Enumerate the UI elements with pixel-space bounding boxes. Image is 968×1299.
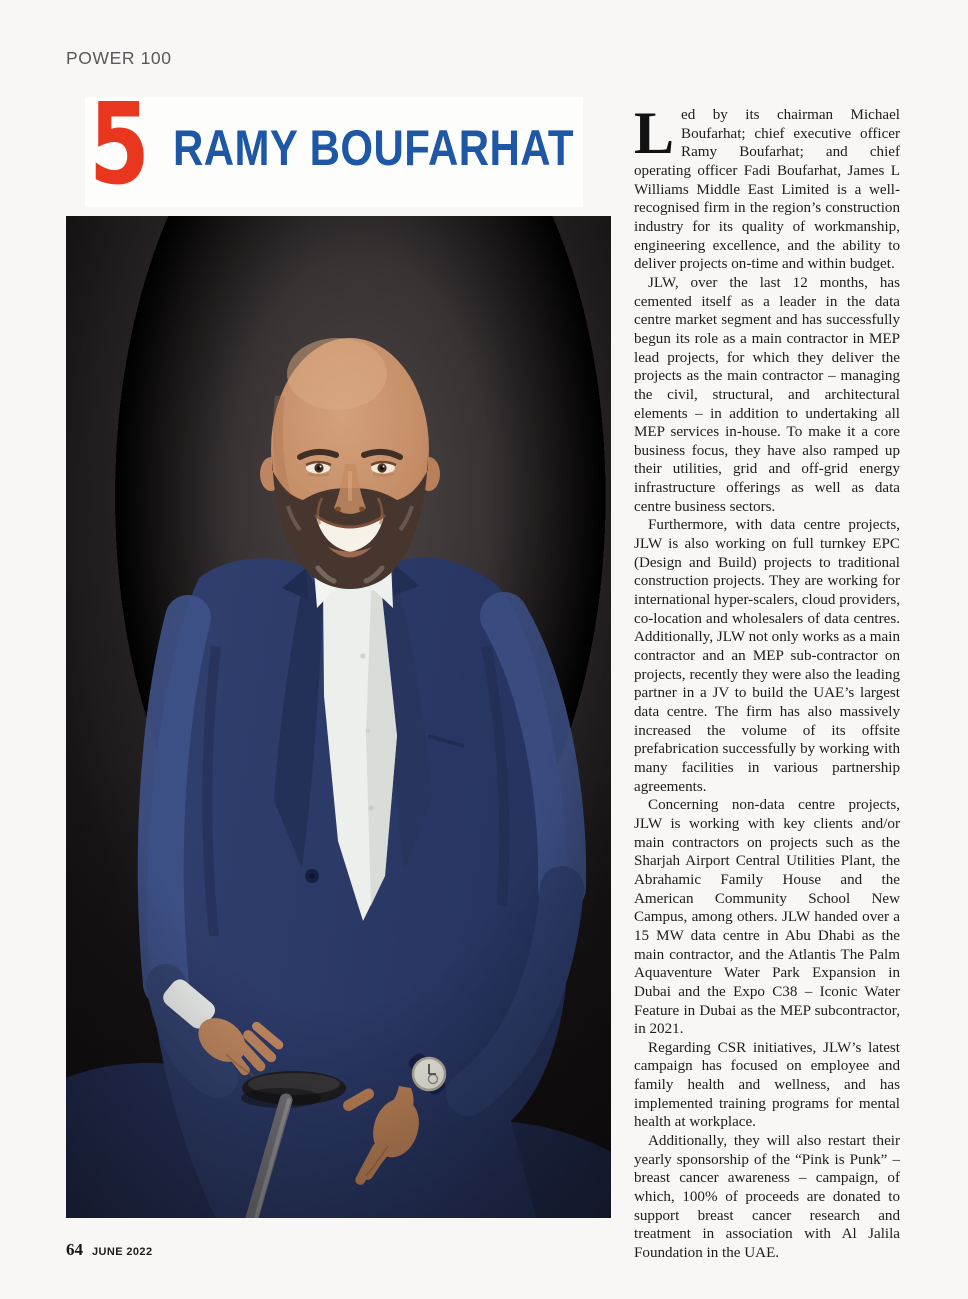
paragraph-text: ed by its chairman Michael Boufarhat; chief executive officer Ramy Boufarhat; and chief operating officer Fadi Boufarhat, James L Williams Middle East Limited is a well-recognised firm in the region’s construction industry for its quality of workmanship, engineering excellence, and the ability to deliver projects on-time and within budget.	[634, 107, 900, 273]
article-paragraph: JLW, over the last 12 months, has cemented itself as a leader in the data centre market segment and has successfully begun its role as a main contractor in MEP lead projects, for which they deliver the projects as the main contractor – managing the civil, structural, and architectural elements – in addition to undertaking all MEP services in-house. To make it a core business focus, they have also ramped up their utilities, grid and off-grid energy infrastructure offerings as well as data centre business sectors.	[634, 274, 900, 515]
rank-number: 5	[89, 80, 150, 210]
page-number: 64	[66, 1240, 83, 1259]
article-paragraph: Concerning non-data centre projects, JLW is working with key clients and/or main contractors on projects such as the Sharjah Airport Central Utilities Plant, the Abrahamic Family House and the American Community School New Campus, among others. JLW handed over a 15 MW data centre in Abu Dhabi as the main contractor, and the Atlantis The Palm Aquaventure Water Park Expansion in Dubai and the Expo C38 – Iconic Water Feature in Dubai as the MEP subcontractor, in 2021.	[634, 797, 900, 1038]
article-paragraph: Additionally, they will also restart their yearly sponsorship of the “Pink is Punk” – breast cancer awareness – campaign, of which, 100% of proceeds are donated to support breast cancer research and treatment in association with Al Jalila Foundation in the UAE.	[634, 1133, 900, 1262]
portrait-illustration	[66, 216, 611, 1218]
article-paragraph	[634, 100, 900, 274]
section-kicker: POWER 100	[66, 48, 172, 68]
portrait-photo	[66, 216, 611, 1218]
article-paragraph: Furthermore, with data centre projects, JLW is also working on full turnkey EPC (Design and Build) projects to traditional construction projects. They are working for international hyper-scalers, cloud providers, co-location and wholesalers of data centres. Additionally, JLW not only works as a main contractor and an MEP sub-contractor on projects, recently they were also the leading partner in a JV to build the UAE’s largest data centre. The firm has also massively increased the volume of its offsite prefabrication successfully by working with many facilities in various partnership agreements.	[634, 517, 900, 795]
drop-cap: L	[634, 100, 675, 166]
photo-vignette	[66, 216, 611, 1218]
issue-date: JUNE 2022	[92, 1246, 153, 1258]
headline-band	[85, 80, 583, 210]
article-body	[634, 100, 900, 1263]
page-footer	[66, 1240, 152, 1260]
person-name-title: RAMY BOUFARHAT	[173, 120, 574, 176]
article-paragraph: Regarding CSR initiatives, JLW’s latest campaign has focused on employee and family health and wellness, and has implemented training programs for mental health at workplace.	[634, 1039, 900, 1131]
